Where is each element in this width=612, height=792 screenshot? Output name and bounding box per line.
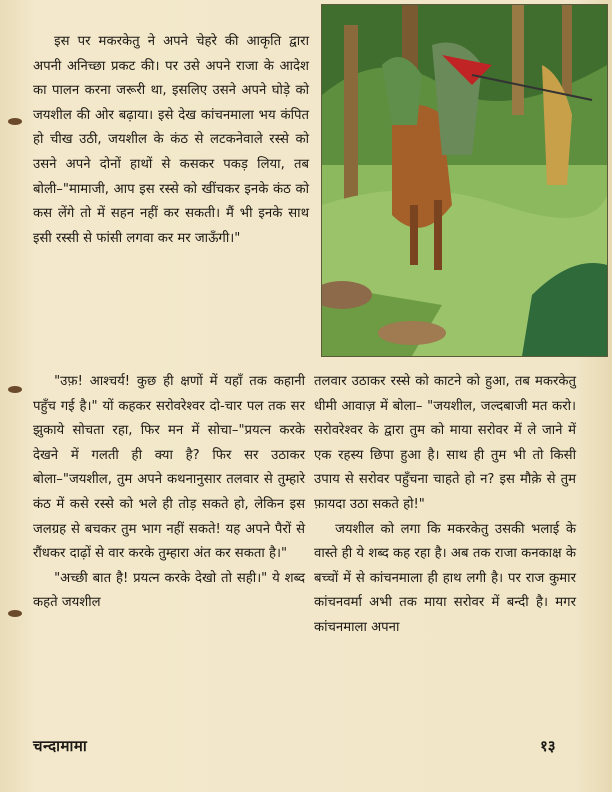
binder-hole	[8, 118, 22, 125]
story-paragraph: "उफ़! आश्चर्य! कुछ ही क्षणों में यहाँ तक कहानी पहुँच गई है।" यों कहकर सरोवरेश्वर दो-चार पल तक सर झुकाये सोचता रहा, फिर मन में सोचा–"प्रयत्न करके देखने में गलती ही क्या है? फिर सर उठाकर बोला–"जयशील, तुम अपने कथनानुसार तलवार से तुम्हारे कंठ में कसे रस्से को भले ही तोड़ सकते हो, लेकिन इस जलग्रह से बचकर तुम भाग नहीं सकते! यह अपने पैरों से रौंधकर दाढ़ों से वार करके तुम्हारा अंत कर सकता है।"	[33, 374, 305, 562]
story-illustration	[321, 4, 608, 357]
story-paragraph: इस पर मकरकेतु ने अपने चेहरे की आकृति द्वारा अपनी अनिच्छा प्रकट की। पर उसे अपने राजा के आदेश का पालन करना जरूरी था, इसलिए उसने अपने घोड़े को जयशील की ओर बढ़ाया। इसे देख कांचनमाला भय कंपित हो चीख उठी, जयशील के कंठ से लटकनेवाले रस्से को उसने अपने दोनों हाथों से कसकर पकड़ लिया, तब बोली–"मामाजी, आप इस रस्से को खींचकर इनके कंठ को कस लेंगे तो में सहन नहीं कर सकती। मैं भी इनके साथ इसी रस्सी से फांसी लगवा कर मर जाऊँगी।"	[33, 34, 309, 246]
binder-hole	[8, 386, 22, 393]
story-paragraph: जयशील को लगा कि मकरकेतु उसकी भलाई के वास्ते ही ये शब्द कह रहा है। अब तक राजा कनकाक्ष के बच्चों में से कांचनमाला ही हाथ लगी है। पर राज कुमार कांचनवर्मा अभी तक माया सरोवर में बन्दी है। मगर कांचनमाला अपना	[314, 521, 576, 635]
story-column-left-bottom	[33, 370, 305, 616]
story-column-right	[314, 370, 576, 641]
forest-scene-image	[322, 5, 607, 356]
magazine-name: चन्दामामा	[33, 737, 88, 755]
story-paragraph: तलवार उठाकर रस्से को काटने को हुआ, तब मकरकेतु धीमी आवाज़ में बोला– "जयशील, जल्दबाजी मत करो। सरोवरेश्वर के द्वारा तुम को माया सरोवर में ले जाने में एक रहस्य छिपा हुआ है। साथ ही तुम भी तो किसी उपाय से सरोवर पहुँचना चाहते हो न? इस मौक़े से तुम फ़ायदा उठा सकते हो!"	[314, 374, 576, 512]
story-paragraph: "अच्छी बात है! प्रयत्न करके देखो तो सही।" ये शब्द कहते जयशील	[33, 570, 305, 611]
binder-hole	[8, 610, 22, 617]
page-number: १३	[540, 737, 556, 755]
story-column-left-top	[33, 30, 309, 251]
